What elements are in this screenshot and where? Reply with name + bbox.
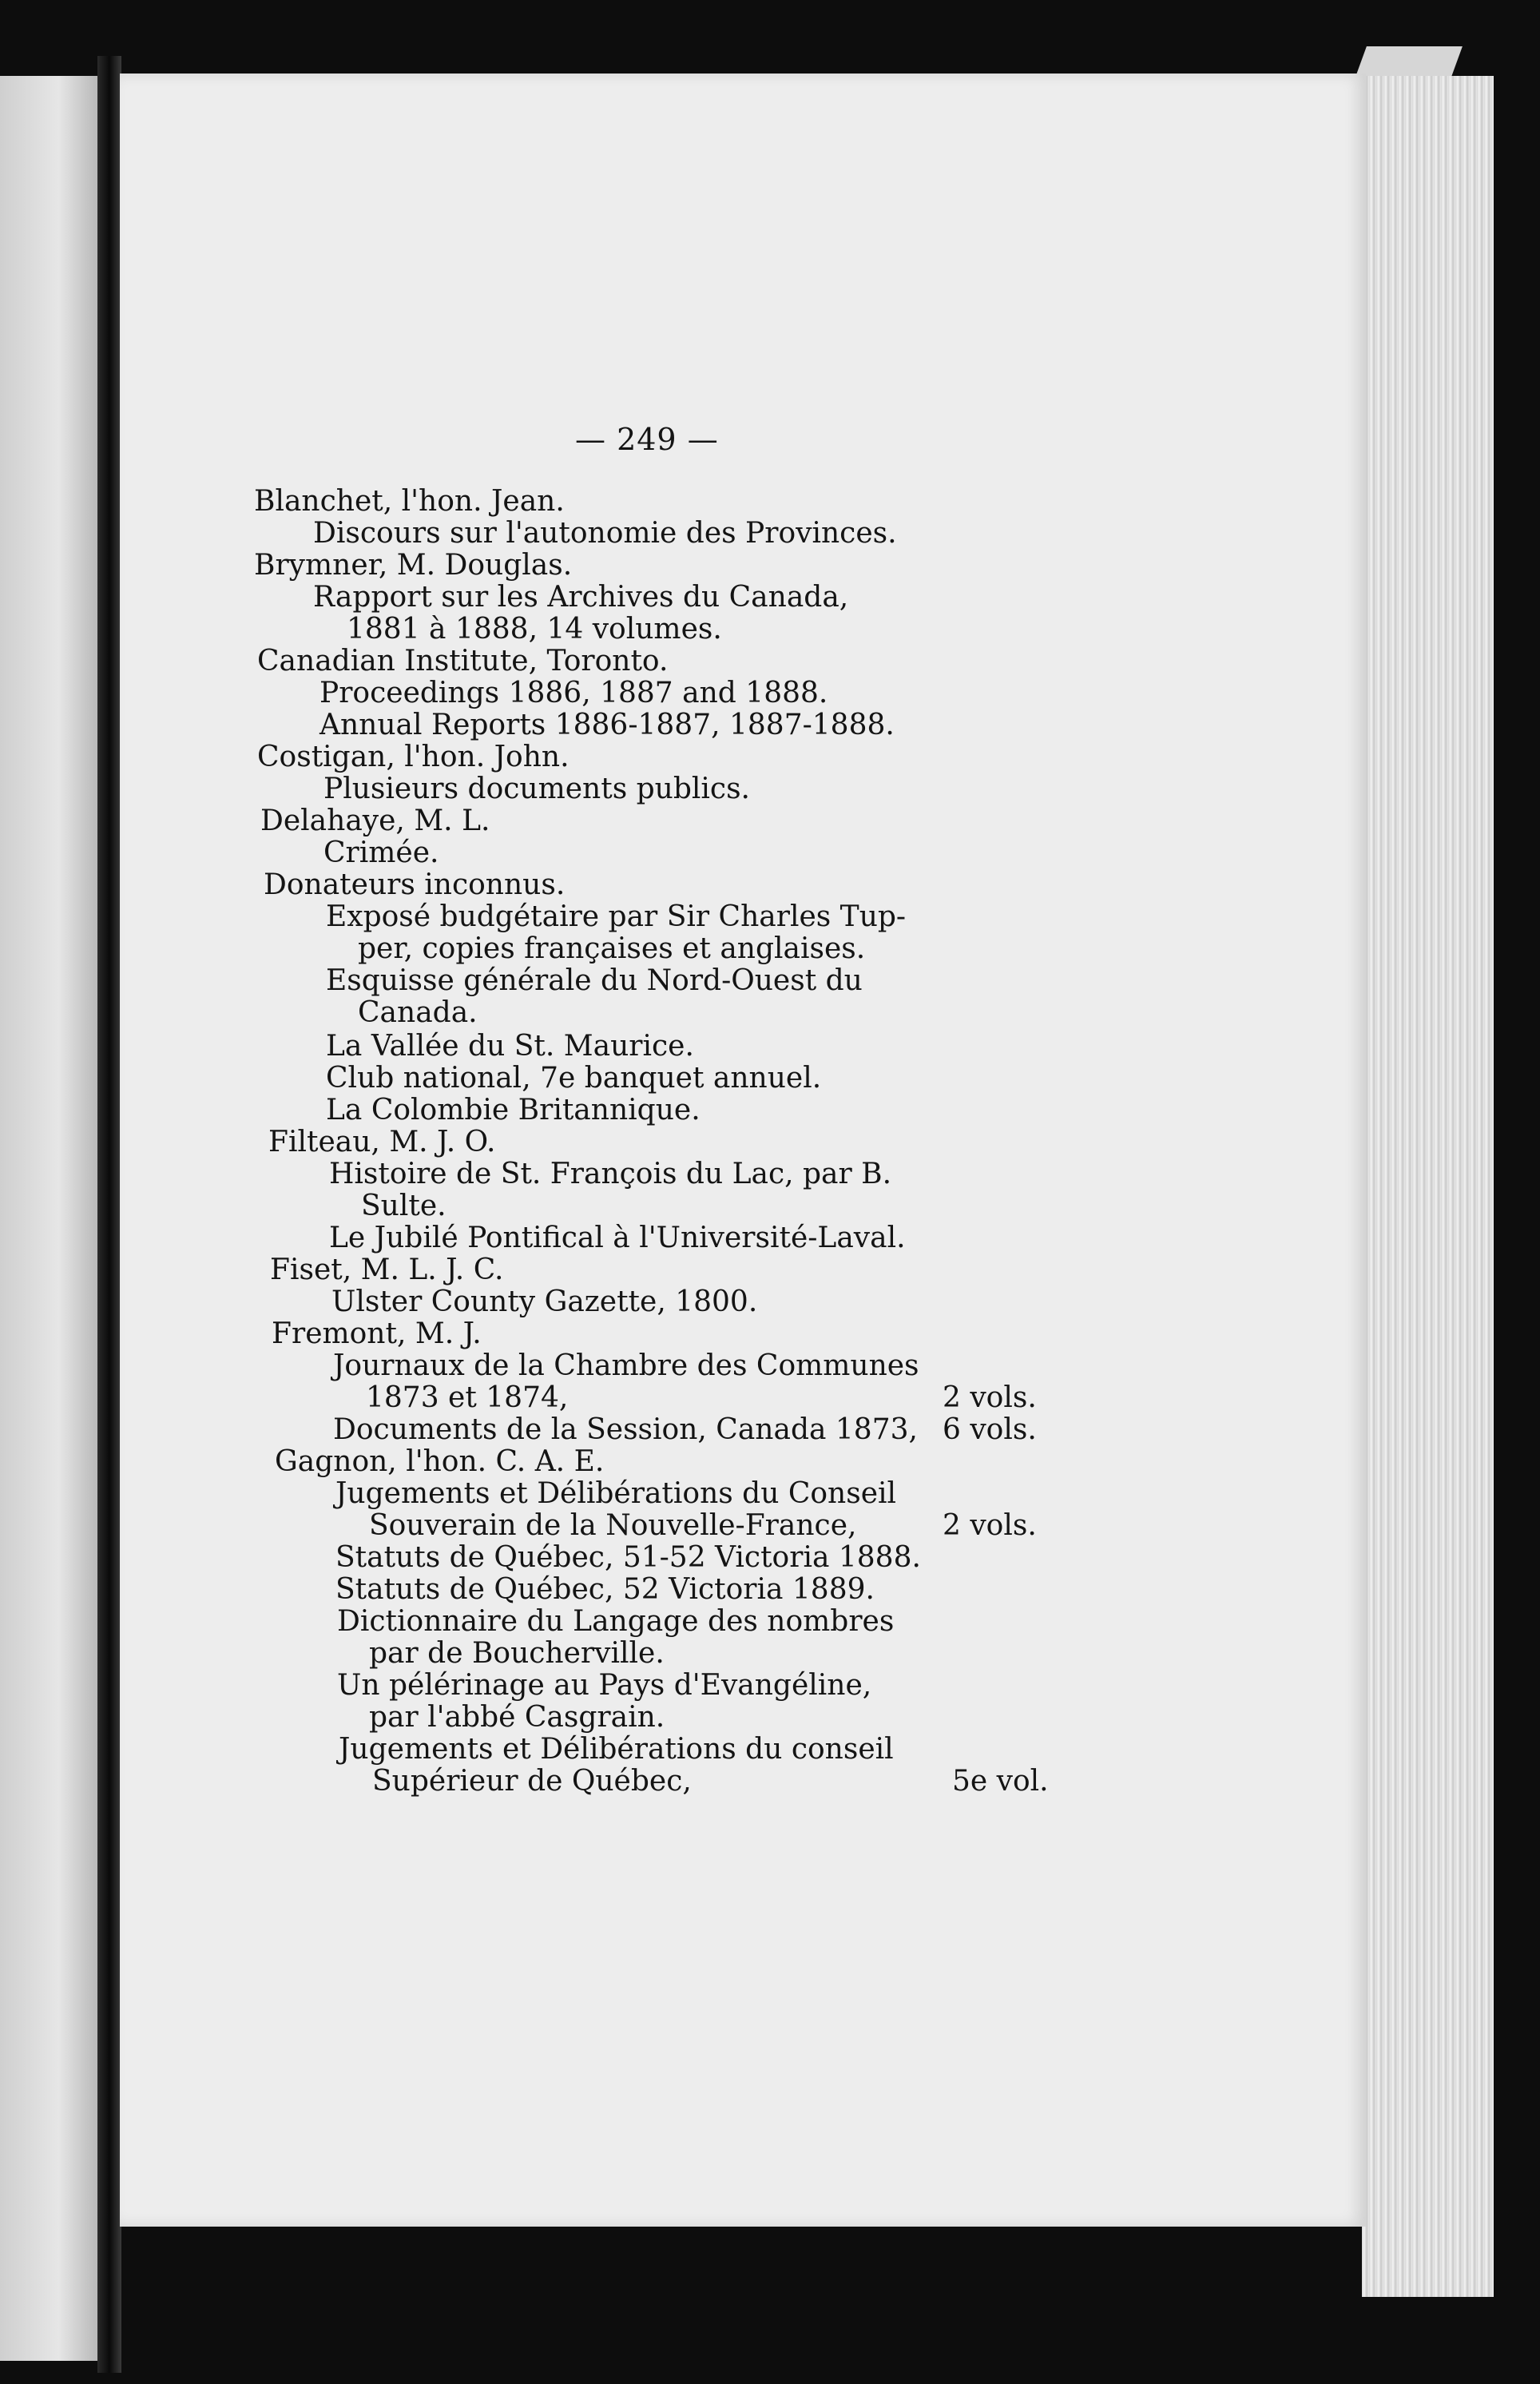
volume-count: 5e vol.: [952, 1765, 1049, 1798]
entry-line: Blanchet, l'hon. Jean.: [254, 485, 565, 518]
entry-line: Club national, 7e banquet annuel.: [326, 1062, 822, 1095]
volume-count: 6 vols.: [943, 1413, 1037, 1446]
entry-line: Jugements et Délibérations du Conseil: [335, 1477, 897, 1510]
entry-line: Documents de la Session, Canada 1873,: [333, 1413, 918, 1446]
entry-line: Dictionnaire du Langage des nombres: [337, 1605, 895, 1638]
entry-line: Filteau, M. J. O.: [268, 1126, 496, 1158]
entry-line: Supérieur de Québec,: [372, 1765, 692, 1798]
entry-line: 1881 à 1888, 14 volumes.: [347, 613, 722, 646]
volume-count: 2 vols.: [943, 1509, 1037, 1542]
entry-line: Canadian Institute, Toronto.: [257, 645, 669, 677]
entry-line: Jugements et Délibérations du conseil: [339, 1733, 894, 1766]
entry-line: Costigan, l'hon. John.: [257, 741, 570, 773]
entry-line: Le Jubilé Pontifical à l'Université-Laval.: [329, 1222, 906, 1254]
entry-line: Fremont, M. J.: [272, 1317, 482, 1350]
entry-line: Rapport sur les Archives du Canada,: [313, 581, 849, 614]
volume-count: 2 vols.: [943, 1381, 1037, 1414]
entry-line: Ulster County Gazette, 1800.: [331, 1285, 758, 1318]
entry-line: 1873 et 1874,: [366, 1381, 569, 1414]
entry-line: Statuts de Québec, 52 Victoria 1889.: [335, 1573, 875, 1606]
entry-line: Annual Reports 1886-1887, 1887-1888.: [320, 709, 895, 741]
entry-line: par l'abbé Casgrain.: [369, 1701, 665, 1734]
entry-line: Donateurs inconnus.: [264, 868, 566, 901]
entry-line: Delahaye, M. L.: [260, 805, 490, 837]
entry-line: Crimée.: [323, 836, 439, 869]
entry-line: La Vallée du St. Maurice.: [326, 1030, 694, 1063]
entry-line: Histoire de St. François du Lac, par B.: [329, 1158, 892, 1190]
entry-line: Esquisse générale du Nord-Ouest du: [326, 964, 863, 997]
entry-line: Gagnon, l'hon. C. A. E.: [275, 1445, 605, 1478]
entry-line: Canada.: [358, 996, 478, 1029]
entry-line: Journaux de la Chambre des Communes: [333, 1349, 919, 1382]
entry-line: Un pélérinage au Pays d'Evangéline,: [337, 1669, 872, 1702]
entry-line: per, copies françaises et anglaises.: [358, 932, 866, 965]
entry-line: Proceedings 1886, 1887 and 1888.: [320, 677, 828, 709]
entry-line: par de Boucherville.: [369, 1637, 665, 1670]
entry-line: Brymner, M. Douglas.: [254, 549, 573, 582]
entry-line: Fiset, M. L. J. C.: [270, 1254, 504, 1286]
entry-line: Souverain de la Nouvelle-France,: [369, 1509, 857, 1542]
entry-line: Sulte.: [361, 1190, 447, 1222]
entry-line: La Colombie Britannique.: [326, 1094, 701, 1126]
page-number: — 249 —: [575, 422, 719, 457]
entry-line: Exposé budgétaire par Sir Charles Tup-: [326, 900, 907, 933]
entry-line: Discours sur l'autonomie des Provinces.: [313, 517, 897, 550]
entry-line: Plusieurs documents publics.: [323, 773, 750, 805]
entry-line: Statuts de Québec, 51-52 Victoria 1888.: [335, 1541, 921, 1574]
